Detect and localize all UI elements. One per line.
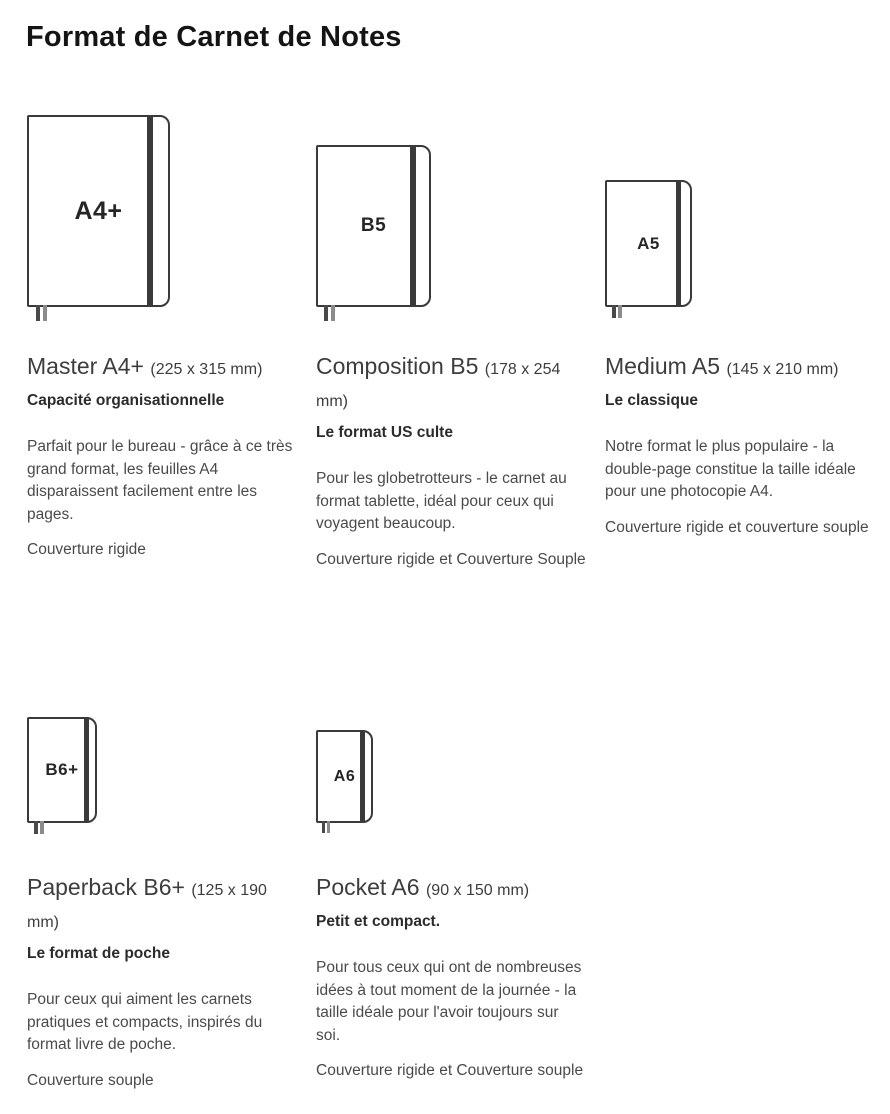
bookmark-ribbon-icon [324,305,328,321]
bookmark-ribbon-icon [612,305,616,318]
bookmark-ribbon-icon [34,821,38,834]
format-dimensions: (178 x 254 mm) [316,361,561,410]
elastic-band-icon [147,117,153,305]
format-name: Composition B5 [316,353,479,379]
notebook-size-label: B5 [360,215,387,236]
bookmark-ribbon-icon [40,821,44,834]
elastic-band-icon [410,147,416,305]
bookmark-ribbon-icon [331,305,335,321]
format-name: Pocket A6 [316,874,420,900]
elastic-band-icon [84,719,89,821]
format-tagline: Petit et compact. [316,913,441,930]
format-tagline: Le format US culte [316,424,453,441]
format-dimensions: (225 x 315 mm) [150,361,263,378]
format-dimensions: (90 x 150 mm) [425,882,530,899]
notebook-illustration-area [316,715,586,823]
format-card-medium-a5 [605,115,875,571]
notebook-b6plus-icon [27,717,97,823]
format-tagline: Le format de poche [27,945,170,962]
format-description: Parfait pour le bureau - grâce à ce très grand format, les feuilles A4 disparaissent facilement entre les pages. [27,438,293,523]
notebook-illustration-area [27,115,297,307]
format-card-composition-b5 [316,115,586,571]
cover-options: Couverture rigide [27,541,146,558]
page-title: Format de Carnet de Notes [26,21,402,53]
notebook-illustration-area [605,115,875,307]
notebook-a5-icon [605,180,692,307]
format-description: Pour les globetrotteurs - le carnet au format tablette, idéal pour ceux qui voyagent beaucoup. [316,470,567,532]
bookmark-ribbon-icon [322,821,325,833]
format-card-paperback-b6plus [27,715,297,1092]
formats-row-bottom [27,715,875,1092]
formats-row-top [27,115,875,571]
bookmark-ribbon-icon [618,305,622,318]
notebook-b5-icon [316,145,431,307]
bookmark-ribbon-icon [36,305,40,321]
cover-options: Couverture souple [27,1071,154,1089]
elastic-band-icon [360,732,365,821]
notebook-size-label: B6+ [45,760,79,779]
format-name: Paperback B6+ [27,874,185,900]
notebook-a4plus-icon [27,115,170,307]
cover-options: Couverture rigide et couverture souple [605,518,869,536]
format-card-master-a4plus [27,115,297,571]
format-dimensions: (125 x 190 mm) [27,882,267,931]
notebook-illustration-area [27,715,297,823]
elastic-band-icon [676,182,681,305]
format-description: Pour tous ceux qui ont de nombreuses idées à tout moment de la journée - la taille idéale pour l'avoir toujours sur soi. [316,959,582,1044]
bookmark-ribbon-icon [43,305,47,321]
format-description: Pour ceux qui aiment les carnets pratiques et compacts, inspirés du format livre de poche. [27,991,263,1053]
format-description: Notre format le plus populaire - la double-page constitue la taille idéale pour une photocopie A4. [605,438,856,500]
format-title [27,873,297,937]
cover-options: Couverture rigide et Couverture souple [316,1062,584,1079]
format-title [316,352,586,416]
format-dimensions: (145 x 210 mm) [726,361,839,378]
format-card-pocket-a6 [316,715,586,1092]
notebook-size-label: A4+ [74,196,123,225]
notebook-a6-icon [316,730,373,823]
format-title [316,873,586,905]
cover-options: Couverture rigide et Couverture Souple [316,550,586,568]
bookmark-ribbon-icon [327,821,330,833]
format-tagline: Le classique [605,392,699,409]
format-name: Master A4+ [27,353,144,379]
notebook-size-label: A5 [637,233,660,253]
notebook-size-label: A6 [333,767,356,785]
format-title [27,352,297,384]
notebook-illustration-area [316,115,586,307]
format-title [605,352,875,384]
format-tagline: Capacité organisationnelle [27,392,225,409]
format-name: Medium A5 [605,353,721,379]
